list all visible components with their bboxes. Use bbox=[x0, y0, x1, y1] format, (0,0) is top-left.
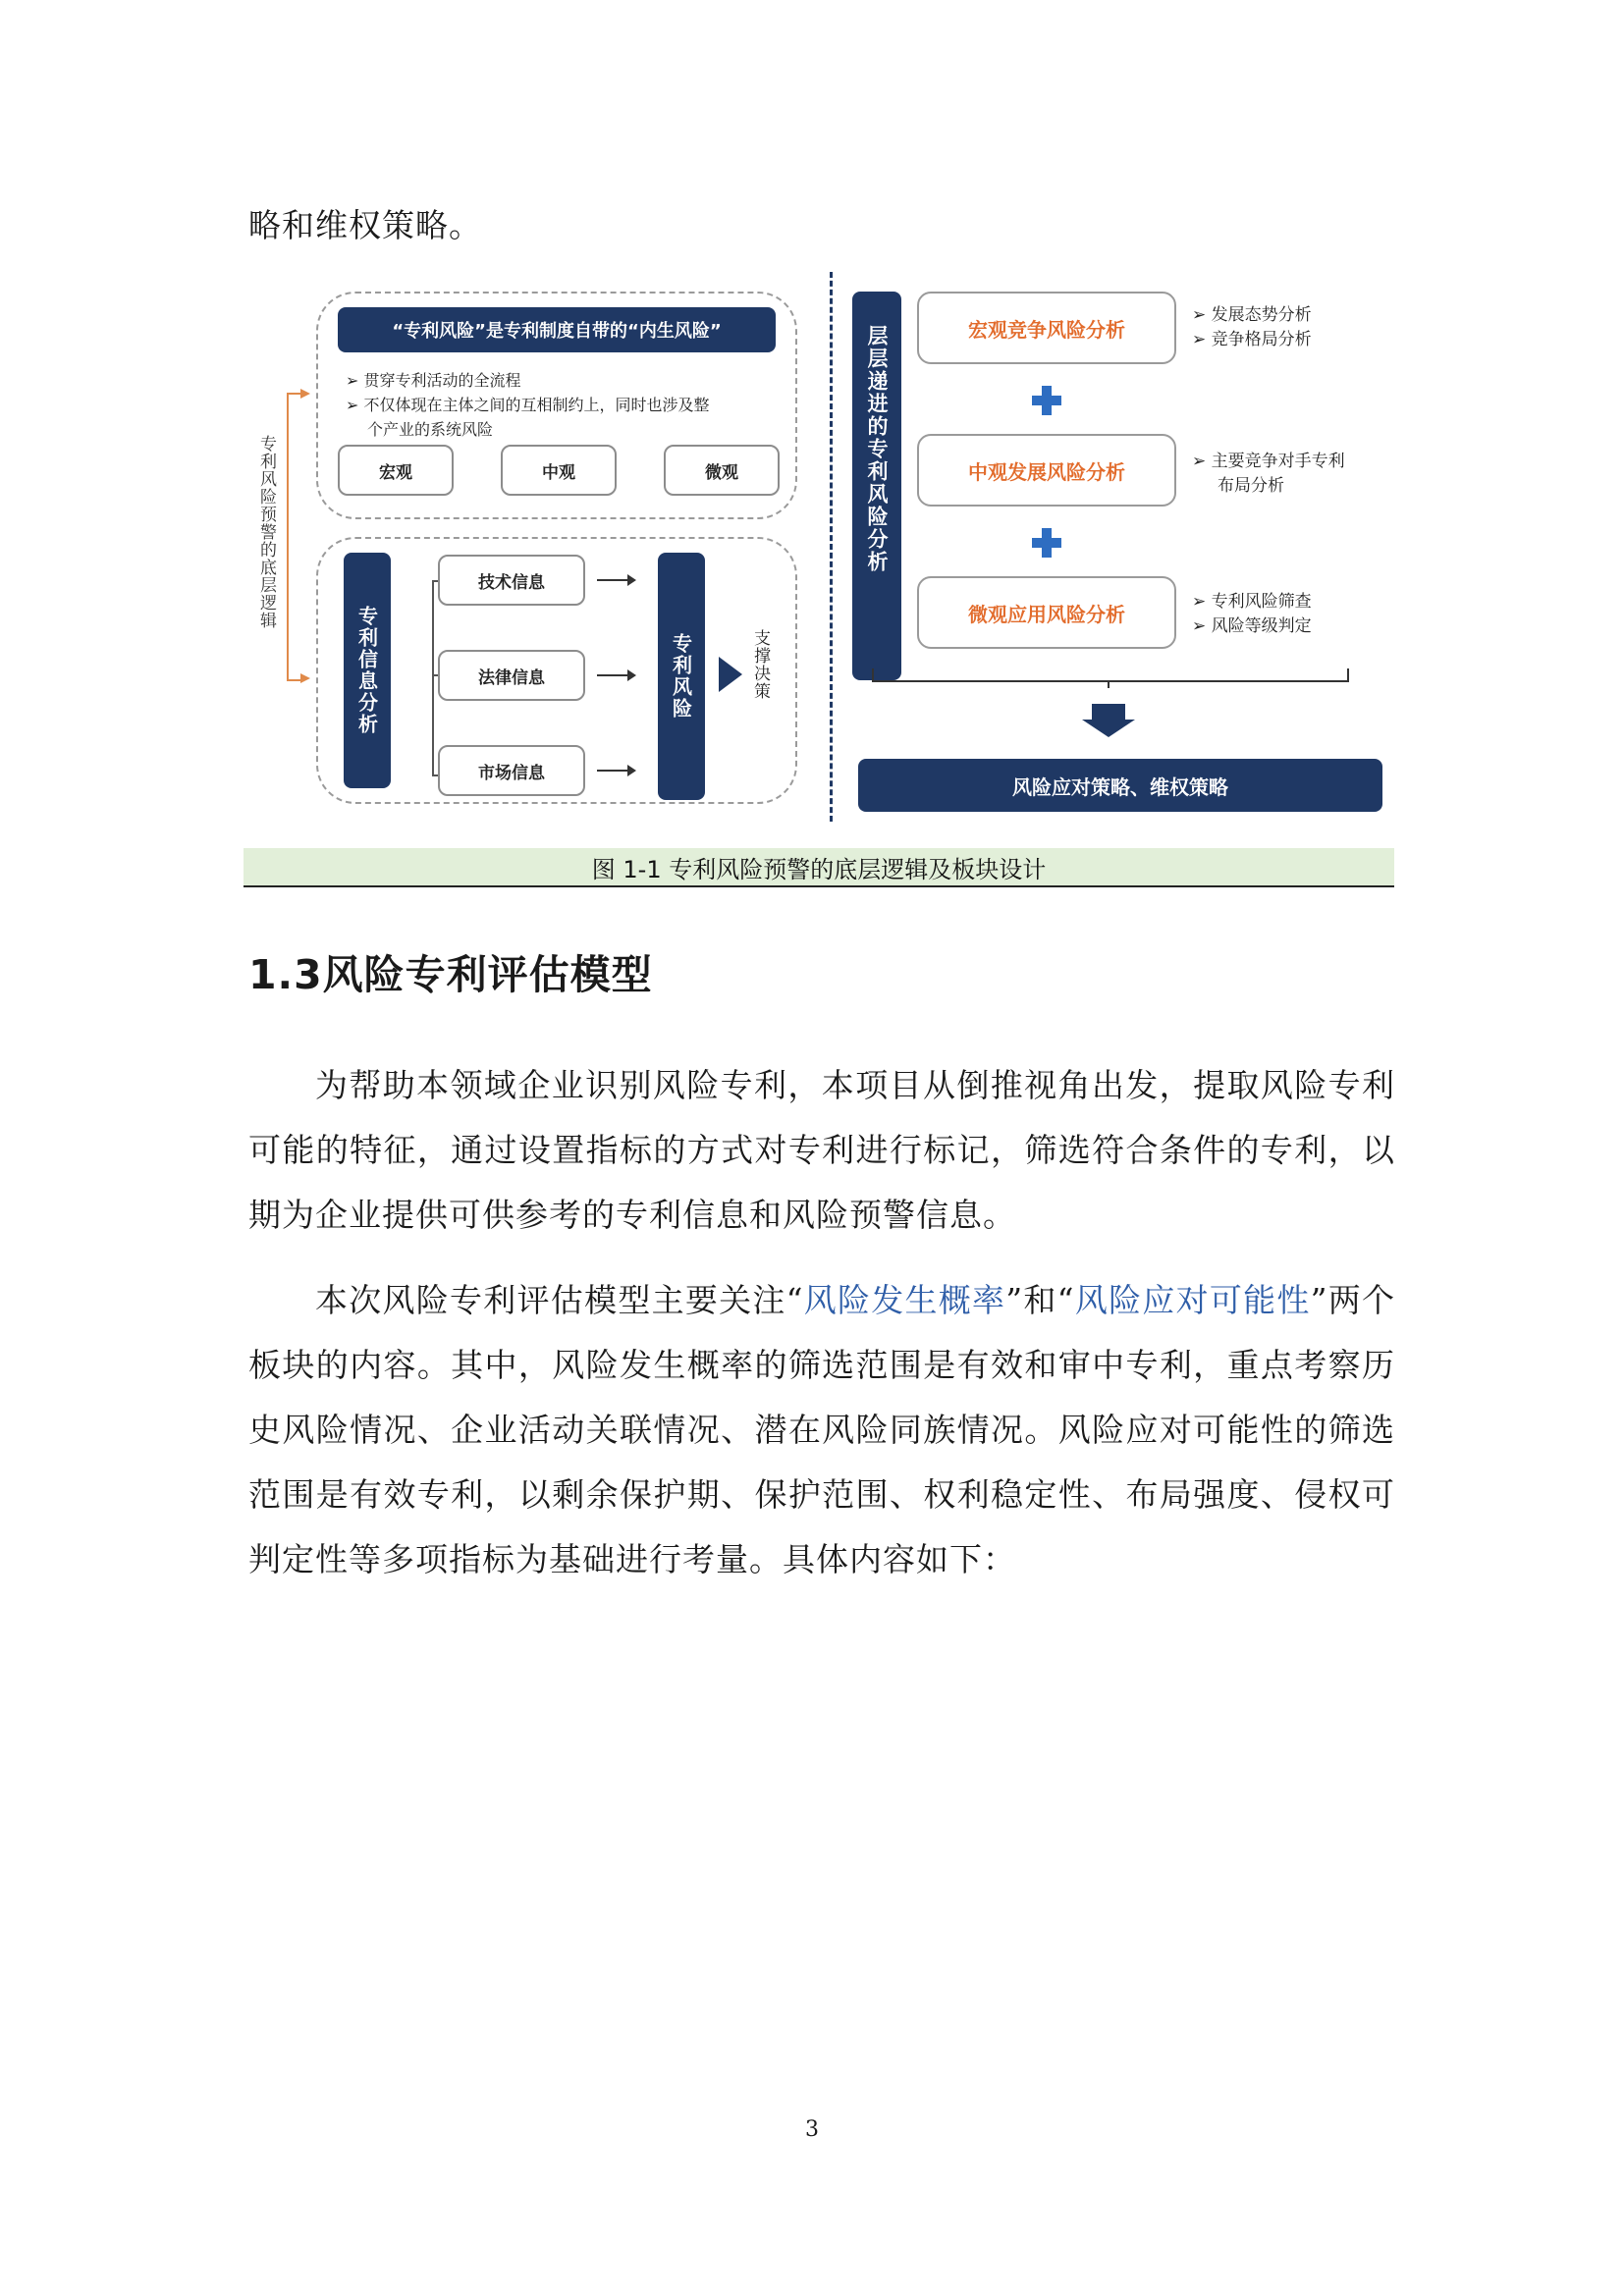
bullet-1: ➢ 贯穿专利活动的全流程 bbox=[346, 371, 521, 390]
panel-divider bbox=[830, 272, 833, 822]
bullet-marker: ➢ bbox=[1192, 330, 1212, 349]
info-technical: 技术信息 bbox=[438, 555, 585, 606]
bullet-marker: ➢ bbox=[346, 396, 364, 414]
arrow-market bbox=[597, 770, 634, 772]
support-arrow bbox=[719, 657, 742, 692]
plus-icon bbox=[1032, 386, 1061, 415]
plus-icon bbox=[1032, 528, 1061, 558]
macro-notes: ➢ 发展态势分析 ➢ 竞争格局分析 bbox=[1192, 305, 1312, 349]
left-bracket bbox=[287, 393, 302, 681]
info-market: 市场信息 bbox=[438, 745, 585, 796]
level-meso: 中观 bbox=[501, 445, 617, 496]
inherent-risk-title: “专利风险”是专利制度自带的“内生风险” bbox=[338, 307, 776, 352]
meso-notes: ➢ 主要竞争对手专利 布局分析 bbox=[1192, 452, 1345, 496]
highlight-risk-response: 风险应对可能性 bbox=[1074, 1281, 1311, 1319]
figure-caption: 图 1-1 专利风险预警的底层逻辑及板块设计 bbox=[244, 848, 1394, 887]
figure-diagram bbox=[244, 260, 1394, 849]
info-legal: 法律信息 bbox=[438, 650, 585, 701]
bullet-marker: ➢ bbox=[346, 371, 364, 390]
down-arrow-icon bbox=[1092, 704, 1125, 720]
bullet-marker: ➢ bbox=[1192, 616, 1212, 636]
micro-analysis-box: 微观应用风险分析 bbox=[917, 576, 1176, 649]
macro-analysis-box: 宏观竞争风险分析 bbox=[917, 292, 1176, 364]
meso-analysis-box: 中观发展风险分析 bbox=[917, 434, 1176, 507]
strategy-result-bar: 风险应对策略、维权策略 bbox=[858, 759, 1382, 812]
bottom-brace bbox=[872, 668, 1349, 682]
bracket-arrow-top bbox=[300, 389, 310, 399]
section-heading: 1.3风险专利评估模型 bbox=[248, 951, 653, 998]
progressive-analysis-bar: 层层递进的专利风险分析 bbox=[852, 292, 901, 680]
bullet-marker: ➢ bbox=[1192, 305, 1212, 325]
highlight-risk-probability: 风险发生概率 bbox=[803, 1281, 1006, 1319]
paragraph-1: 为帮助本领域企业识别风险专利，本项目从倒推视角出发，提取风险专利可能的特征，通过设置指标的方式对专利进行标记，筛选符合条件的专利，以期为企业提供可供参考的专利信息和风险预警信息。 bbox=[248, 1066, 1395, 1234]
left-side-label: 专利风险预警的底层逻辑 bbox=[256, 435, 276, 629]
patent-info-analysis-bar: 专利信息分析 bbox=[344, 553, 391, 788]
bracket-arrow-bottom bbox=[300, 673, 310, 683]
page-number: 3 bbox=[805, 2117, 819, 2142]
bullet-marker: ➢ bbox=[1192, 452, 1212, 471]
down-arrow-head bbox=[1082, 720, 1135, 737]
support-decision-label: 支撑决策 bbox=[750, 629, 770, 700]
level-micro: 微观 bbox=[664, 445, 780, 496]
arrow-legal bbox=[597, 674, 634, 676]
bullet-2: ➢ 不仅体现在主体之间的互相制约上，同时也涉及整 bbox=[346, 396, 710, 414]
inherent-risk-bullets bbox=[346, 368, 778, 442]
bullet-2-cont: 个产业的系统风险 bbox=[367, 420, 494, 439]
micro-notes: ➢ 专利风险筛查 ➢ 风险等级判定 bbox=[1192, 592, 1312, 636]
bullet-marker: ➢ bbox=[1192, 592, 1212, 612]
brace-tick bbox=[1108, 680, 1110, 688]
patent-risk-bar: 专利风险 bbox=[658, 553, 705, 800]
intro-line: 略和维权策略。 bbox=[248, 206, 482, 244]
level-macro: 宏观 bbox=[338, 445, 454, 496]
arrow-technical bbox=[597, 579, 634, 581]
paragraph-2: 本次风险专利评估模型主要关注“风险发生概率”和“风险应对可能性”两个板块的内容。其中，风险发生概率的筛选范围是有效和审中专利，重点考察历史风险情况、企业活动关联情况、潜在风险同族情况。风险应对可能性的筛选范围是有效专利，以剩余保护期、保护范围、权利稳定性、布局强度、侵权可判定性等多项指标为基础进行考量。具体内容如下： bbox=[248, 1281, 1396, 1578]
